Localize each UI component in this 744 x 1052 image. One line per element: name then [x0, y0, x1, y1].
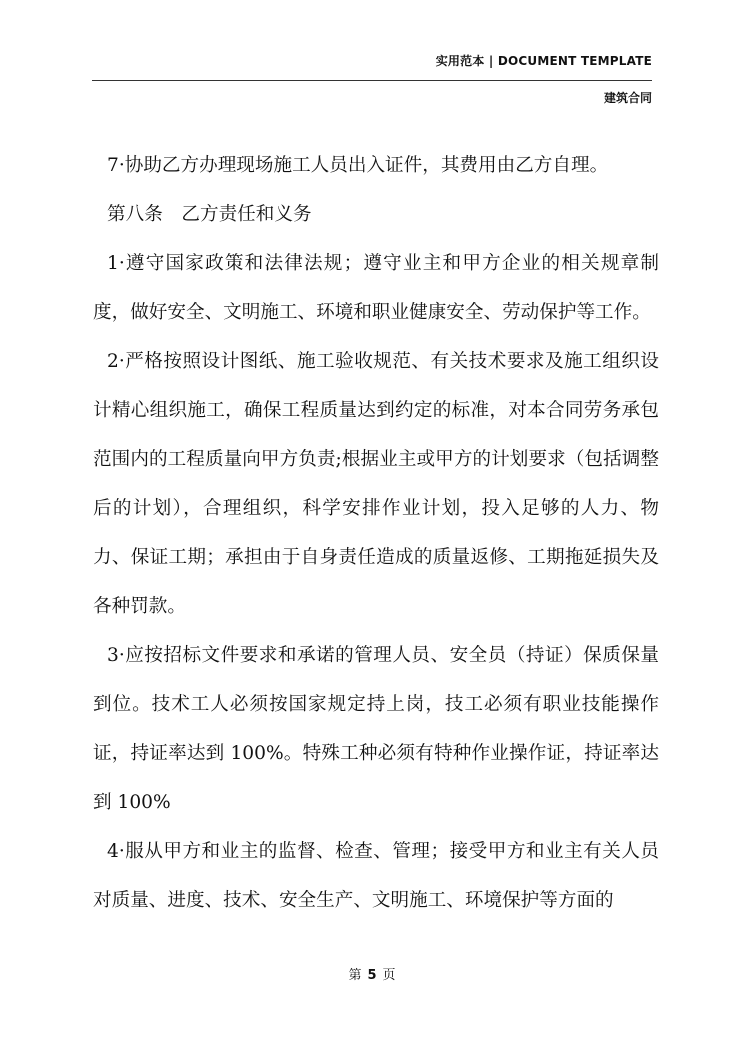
- paragraph-clause-1: 1·遵守国家政策和法律法规；遵守业主和甲方企业的相关规章制度，做好安全、文明施工、环境和职业健康安全、劳动保护等工作。: [93, 253, 659, 323]
- paragraph-clause-4: 4·服从甲方和业主的监督、检查、管理；接受甲方和业主有关人员对质量、进度、技术、安全生产、文明施工、环境保护等方面的: [93, 841, 659, 911]
- paragraph-clause-2: 2·严格按照设计图纸、施工验收规范、有关技术要求及施工组织设计精心组织施工，确保工程质量达到约定的标准，对本合同劳务承包范围内的工程质量向甲方负责;根据业主或甲方的计划要求（包括调整后的计划），合理组织，科学安排作业计划，投入足够的人力、物力、保证工期；承担由于自身责任造成的质量返修、工期拖延损失及各种罚款。: [93, 351, 659, 617]
- header-title: 实用范本 | DOCUMENT TEMPLATE: [435, 54, 652, 68]
- paragraph-clause-7: 7·协助乙方办理现场施工人员出入证件，其费用由乙方自理。: [107, 155, 609, 176]
- header-divider: [92, 80, 652, 81]
- page-suffix: 页: [382, 968, 396, 983]
- article-8-heading: 第八条 乙方责任和义务: [107, 204, 312, 225]
- paragraph-clause-3: 3·应按招标文件要求和承诺的管理人员、安全员（持证）保质保量到位。技术工人必须按国家规定持上岗，技工必须有职业技能操作证，持证率达到 100%。特殊工种必须有特种作业操作证，持证率达到 100%: [93, 645, 659, 813]
- header-subtitle: 建筑合同: [603, 91, 652, 105]
- page-prefix: 第: [348, 968, 362, 983]
- page-number: 5: [367, 968, 377, 983]
- page-footer: [0, 964, 744, 983]
- document-body: [93, 141, 659, 925]
